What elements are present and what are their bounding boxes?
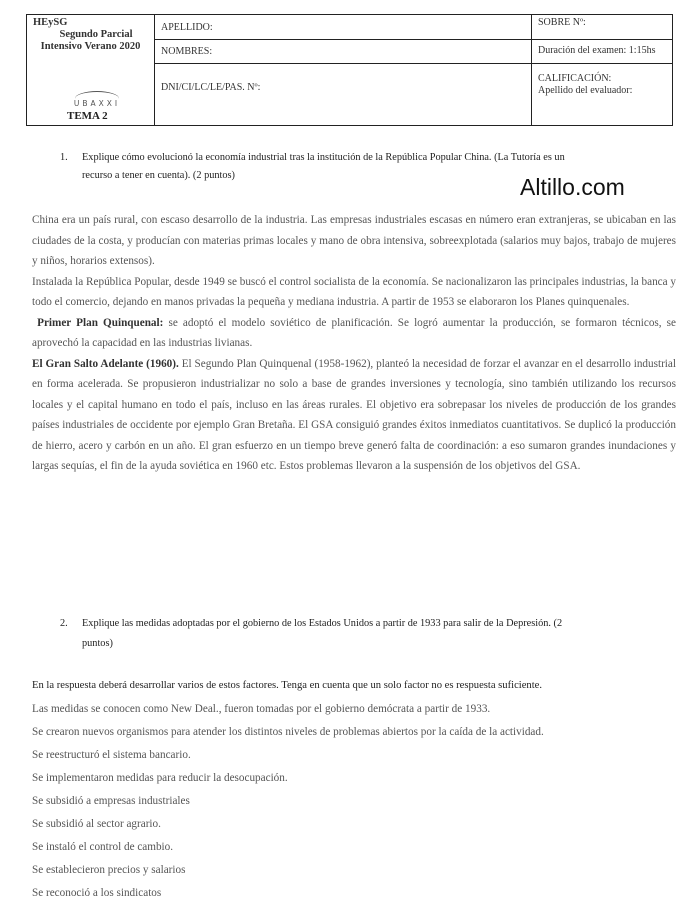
header-divider (154, 15, 155, 125)
exam-name: Segundo Parcial (59, 29, 133, 40)
institution-name: HEySG (33, 17, 68, 28)
list-item: Se subsidió a empresas industriales (32, 795, 190, 807)
list-item: Se implementaron medidas para reducir la desocupación. (32, 772, 288, 784)
tema-label: TEMA 2 (67, 110, 108, 122)
gsa-text: El Segundo Plan Quinquenal (1958-1962), planteó la necesidad de forzar el avanzar en el desarrollo industrial en forma acelerada. Se propusieron industrializar no solo a base de grandes inversiones y tecnología, sino también utilizando los recursos locales y el capital humano en todo el país, incluso en las áreas rurales. El objetivo era sobrepasar los niveles de producción de los grandes países industriales de occidente por ejemplo Gran Bretaña. El GSA consiguió grandes éxitos inmediatos cuantitativos. Se duplicó la producción de hierro, acero y carbón en un año. El gran esfuerzo en un tiempo breve generó falta de coordinación: a eso sumaron grandes inundaciones y largas sequías, el fin de la ayuda soviética en 1960 etc. Estos problemas llevaron a la suspensión de los objetivos del GSA. (32, 357, 676, 472)
header-divider (154, 39, 672, 40)
answer-paragraph: Instalada la República Popular, desde 1949 se buscó el control socialista de la economía. Se nacionalizaron las principales industrias, la banca y todo el comercio, dejando en manos privadas la pequeña y mediana industria. A partir de 1953 se elaboraron los Planes quinquenales. (32, 275, 676, 308)
exam-duration: Duración del examen: 1:15hs (538, 45, 656, 56)
header-divider (531, 15, 532, 125)
list-item: Se subsidió al sector agrario. (32, 818, 161, 830)
plan-text: se adoptó el modelo soviético de planificación. Se logró aumentar la producción, se formaron técnicos, se aprovechó la capacidad en las industrias livianas. (32, 316, 676, 349)
answer-paragraph (32, 313, 676, 354)
question-text-line: Explique cómo evolucionó la economía industrial tras la institución de la República Popular China. (La Tutoría es un (82, 152, 565, 163)
question-text-line: puntos) (82, 638, 113, 649)
answer-1 (32, 210, 676, 477)
ubaxxi-logo (67, 91, 127, 111)
list-item: Se crearon nuevos organismos para atender los distintos niveles de problemas abiertos por la caída de la actividad. (32, 726, 544, 738)
apellido-field: APELLIDO: (161, 22, 213, 33)
answer-paragraph (32, 354, 676, 477)
sobre-field: SOBRE Nº: (538, 17, 586, 28)
answer-paragraph: China era un país rural, con escaso desarrollo de la industria. Las empresas industriales escasas en número eran extranjeras, se ubicaban en las ciudades de la costa, y producían con materias primas locales y mano de obra intensiva, sobreexplotada (salarios muy bajos, trabajo de mujeres y niños, horarios extensos). (32, 214, 676, 267)
exam-period: Intensivo Verano 2020 (40, 41, 141, 52)
evaluador-field: Apellido del evaluador: (538, 85, 633, 96)
nombres-field: NOMBRES: (161, 46, 213, 57)
exam-header-table (26, 14, 673, 126)
question-number: 1. (60, 152, 68, 163)
calificacion-field: CALIFICACIÓN: (538, 73, 612, 84)
question-number: 2. (60, 618, 68, 629)
list-item: Se reestructuró el sistema bancario. (32, 749, 191, 761)
list-item: Se reconoció a los sindicatos (32, 887, 162, 899)
answer-2-instructions: En la respuesta deberá desarrollar varios de estos factores. Tenga en cuenta que un solo factor no es respuesta suficiente. (32, 680, 543, 691)
dni-field: DNI/CI/LC/LE/PAS. Nº: (161, 82, 261, 93)
altillo-watermark: Altillo.com (520, 174, 625, 200)
logo-text: UBAXXI (73, 99, 121, 108)
gsa-heading: El Gran Salto Adelante (1960). (32, 357, 179, 370)
header-divider (154, 63, 672, 64)
list-item: Las medidas se conocen como New Deal., fueron tomadas por el gobierno demócrata a partir de 1933. (32, 703, 491, 715)
list-item: Se establecieron precios y salarios (32, 864, 186, 876)
list-item: Se instaló el control de cambio. (32, 841, 174, 853)
question-text-line: recurso a tener en cuenta). (2 puntos) (82, 170, 235, 181)
plan-heading: Primer Plan Quinquenal: (37, 316, 164, 329)
question-text-line: Explique las medidas adoptadas por el gobierno de los Estados Unidos a partir de 1933 para salir de la Depresión. (2 (82, 618, 563, 629)
